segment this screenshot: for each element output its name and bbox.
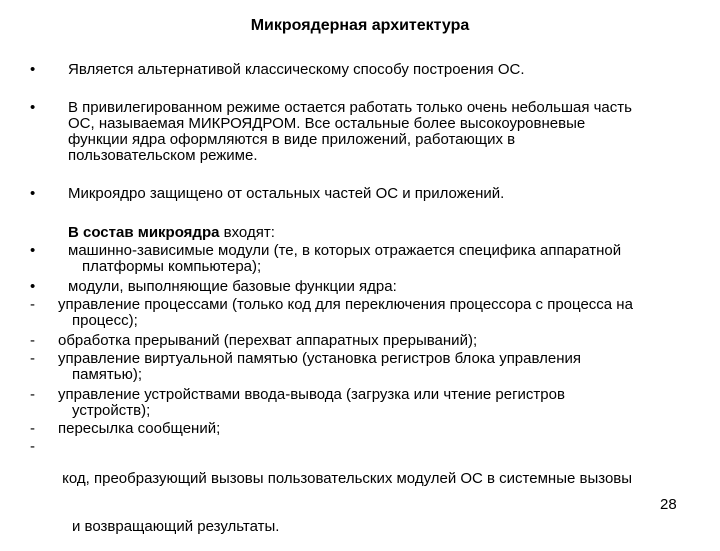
dash-item xyxy=(58,421,688,437)
composition-intro xyxy=(68,225,275,241)
bullet-text-line: Является альтернативой классическому способу построения ОС. xyxy=(68,61,525,78)
dash-item-line: управление виртуальной памятью (установка регистров блока управления xyxy=(58,350,582,367)
bullet-icon: • xyxy=(30,61,36,78)
dash-item-line: устройств); xyxy=(72,402,151,419)
bullet-text-line: ОС, называемая МИКРОЯДРОМ. Все остальные более высокоуровневые xyxy=(68,115,586,132)
composition-intro-bold: В состав микроядра xyxy=(68,224,220,241)
dash-icon: - xyxy=(30,296,35,313)
dash-icon: - xyxy=(30,438,35,455)
dash-icon: - xyxy=(30,332,35,349)
composition-item-line: машинно-зависимые модули (те, в которых отражается специфика аппаратной xyxy=(68,242,622,259)
dash-item xyxy=(58,333,688,349)
dash-item-line: памятью); xyxy=(72,366,142,383)
bullet-text-line: В привилегированном режиме остается работать только очень небольшая часть xyxy=(68,99,632,116)
bullet-icon: • xyxy=(30,99,36,116)
dash-item xyxy=(58,387,688,419)
dash-item-line: и возвращающий результаты. xyxy=(72,518,280,535)
bullet-text-line: функции ядра оформляются в виде приложений, работающих в xyxy=(68,131,516,148)
bullet-icon: • xyxy=(30,185,36,202)
dash-item xyxy=(58,439,688,551)
page-number: 28 xyxy=(660,496,677,513)
composition-intro-rest: входят: xyxy=(219,224,275,241)
dash-item-line: код, преобразующий вызовы пользовательских модулей ОС в системные вызовы xyxy=(58,470,633,487)
dash-item-line: обработка прерываний (перехват аппаратных прерываний); xyxy=(58,332,478,349)
dash-item xyxy=(58,297,688,329)
composition-item-2: модули, выполняющие базовые функции ядра: xyxy=(68,278,397,295)
dash-item-line: управление процессами (только код для переключения процессора с процесса на xyxy=(58,296,633,313)
composition-item-1 xyxy=(68,243,698,275)
dash-icon: - xyxy=(30,420,35,437)
dash-item xyxy=(58,351,688,383)
bullet-text-line: пользовательском режиме. xyxy=(68,147,258,164)
dash-item-line: управление устройствами ввода-вывода (загрузка или чтение регистров xyxy=(58,386,565,403)
bullet-icon: • xyxy=(30,242,36,259)
composition-item-line: платформы компьютера); xyxy=(82,258,262,275)
dash-icon: - xyxy=(30,350,35,367)
bullet-text-line: Микроядро защищено от остальных частей ОС и приложений. xyxy=(68,185,505,202)
bullet-icon: • xyxy=(30,278,36,295)
dash-item-line: процесс); xyxy=(72,312,138,329)
dash-icon: - xyxy=(30,386,35,403)
page-title: Микроядерная архитектура xyxy=(250,17,470,34)
dash-item-line: пересылка сообщений; xyxy=(58,420,221,437)
